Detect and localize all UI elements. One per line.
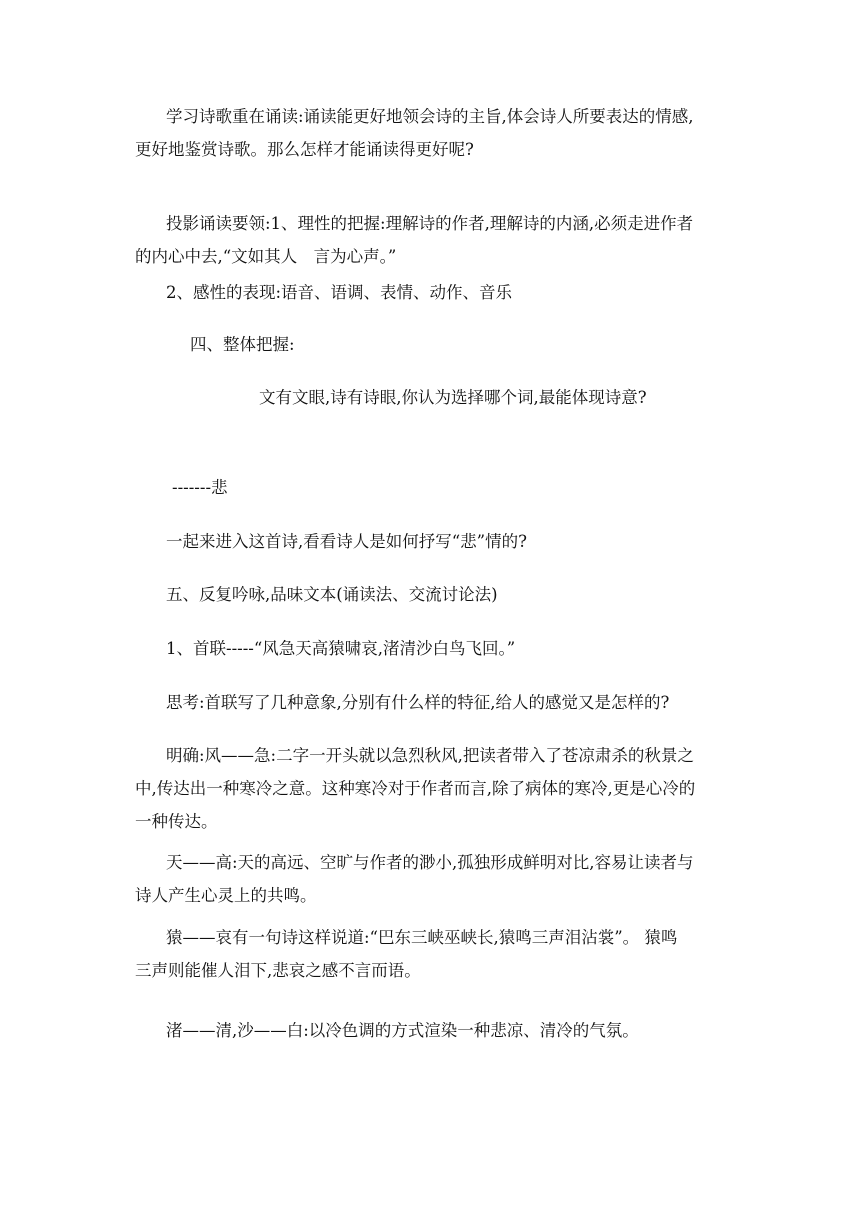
text-line: 天——高:天的高远、空旷与作者的渺小,孤独形成鲜明对比,容易让读者与: [166, 853, 694, 872]
text-line: 1、首联-----“风急天高猿啸哀,渚清沙白鸟飞回。”: [166, 639, 516, 658]
paragraph-keyword: [172, 471, 762, 504]
paragraph-enter-poem: [166, 525, 756, 558]
paragraph-wind: [135, 739, 725, 838]
text-line: 渚——清,沙——白:以冷色调的方式渲染一种悲凉、清冷的气氛。: [166, 1021, 639, 1040]
text-line: 思考:首联写了几种意象,分别有什么样的特征,给人的感觉又是怎样的?: [166, 693, 670, 712]
text-line: -------悲: [172, 478, 228, 497]
paragraph-think: [166, 686, 756, 719]
text-line: 投影诵读要领:1、理性的把握:理解诗的作者,理解诗的内涵,必须走进作者: [166, 214, 694, 233]
text-line: 学习诗歌重在诵读:诵读能更好地领会诗的主旨,体会诗人所要表达的情感,: [166, 107, 694, 126]
paragraph-first-couplet: [166, 632, 756, 665]
paragraph-shore-sand: [166, 1014, 756, 1047]
section-heading-5: [166, 578, 756, 611]
section-heading-4: [190, 328, 780, 361]
paragraph-sensory: [166, 276, 756, 309]
text-line: 五、反复吟咏,品味文本(诵读法、交流讨论法): [166, 585, 498, 604]
text-line: 明确:风——急:二字一开头就以急烈秋风,把读者带入了苍凉肃杀的秋景之: [166, 746, 694, 765]
text-line: 一起来进入这首诗,看看诗人是如何抒写“悲”情的?: [166, 532, 527, 551]
text-line: 猿——哀有一句诗这样说道:“巴东三峡巫峡长,猿鸣三声泪沾裳”。 猿鸣: [166, 928, 678, 947]
text-line: 诗人产生心灵上的共鸣。: [135, 886, 317, 905]
text-line: 三声则能催人泪下,悲哀之感不言而语。: [135, 961, 421, 980]
paragraph-reading-tips: [135, 207, 725, 273]
paragraph-sky: [135, 846, 725, 912]
text-line: 中,传达出一种寒冷之意。这种寒冷对于作者而言,除了病体的寒冷,更是心冷的: [135, 779, 696, 798]
paragraph-intro: [135, 100, 725, 166]
text-line: 一种传达。: [135, 812, 218, 831]
text-line: 的内心中去,“文如其人 言为心声。”: [135, 247, 397, 266]
paragraph-ape: [135, 921, 725, 987]
text-line: 四、整体把握:: [190, 335, 295, 354]
paragraph-question: [259, 381, 849, 414]
text-line: 2、感性的表现:语音、语调、表情、动作、音乐: [166, 283, 513, 302]
text-line: 更好地鉴赏诗歌。那么怎样才能诵读得更好呢?: [135, 140, 474, 159]
text-line: 文有文眼,诗有诗眼,你认为选择哪个词,最能体现诗意?: [259, 388, 647, 407]
